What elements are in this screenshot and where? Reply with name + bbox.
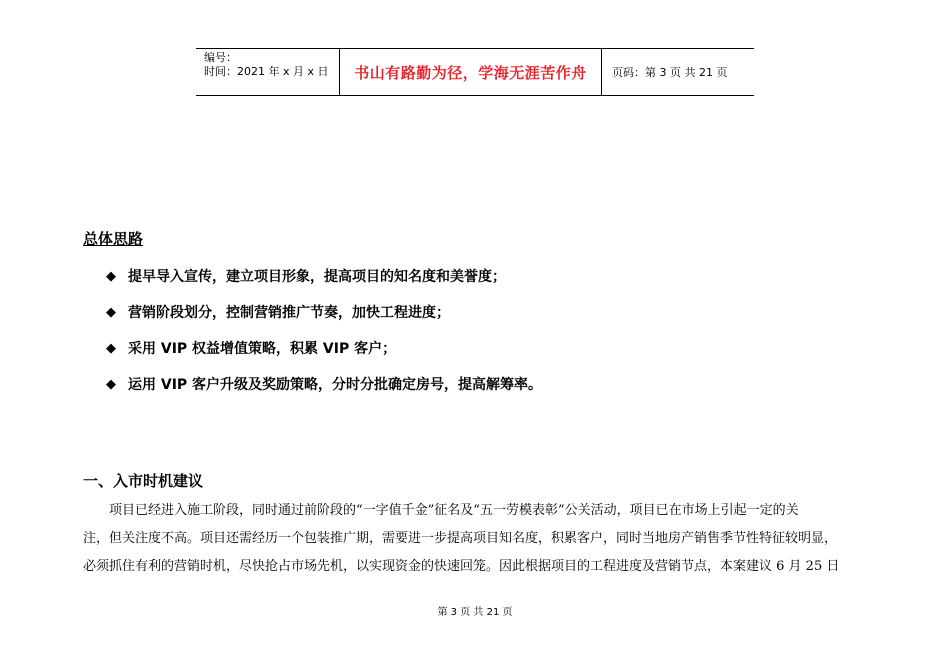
list-item	[106, 366, 542, 402]
header-motto: 书山有路勤为径，学海无涯苦作舟	[340, 49, 602, 95]
list-item-text: 运用 VIP 客户升级及奖励策略，分时分批确定房号，提高解筹率。	[128, 377, 543, 393]
section-paragraph	[83, 497, 883, 581]
list-item-text: 提早导入宣传，建立项目形象，提高项目的知名度和美誉度；	[128, 269, 506, 285]
page-header	[196, 48, 754, 96]
paragraph-line: 必须抓住有利的营销时机，尽快抢占市场先机，以实现资金的快速回笼。因此根据项目的工程进度及营销节点，本案建议 6 月 25 日	[83, 559, 840, 574]
diamond-bullet-icon: ◆	[106, 268, 116, 284]
list-item	[106, 294, 542, 330]
diamond-bullet-icon: ◆	[106, 304, 116, 320]
paragraph-line: 项目已经进入施工阶段，同时通过前阶段的“一字值千金”征名及“五一劳模表彰”公关活动，项目已在市场上引起一定的关	[109, 503, 799, 518]
page-footer: 第 3 页 共 21 页	[437, 607, 513, 618]
list-item-text: 营销阶段划分，控制营销推广节奏，加快工程进度；	[128, 305, 450, 321]
diamond-bullet-icon: ◆	[106, 340, 116, 356]
overview-list	[106, 258, 542, 402]
header-number-label: 编号：	[204, 51, 237, 64]
paragraph-line: 注，但关注度不高。项目还需经历一个包装推广期，需要进一步提高项目知名度，积累客户，同时当地房产销售季节性特征较明显，	[83, 531, 838, 546]
diamond-bullet-icon: ◆	[106, 376, 116, 392]
list-item	[106, 258, 542, 294]
section-heading: 一、入市时机建议	[83, 472, 204, 490]
list-item-text: 采用 VIP 权益增值策略，积累 VIP 客户；	[128, 341, 397, 357]
header-meta	[196, 49, 340, 95]
header-page-label: 页码：第 3 页 共 21 页	[612, 66, 728, 79]
overview-title: 总体思路	[83, 230, 144, 248]
header-time-label: 时间：2021 年 x 月 x 日	[204, 65, 329, 78]
list-item	[106, 330, 542, 366]
